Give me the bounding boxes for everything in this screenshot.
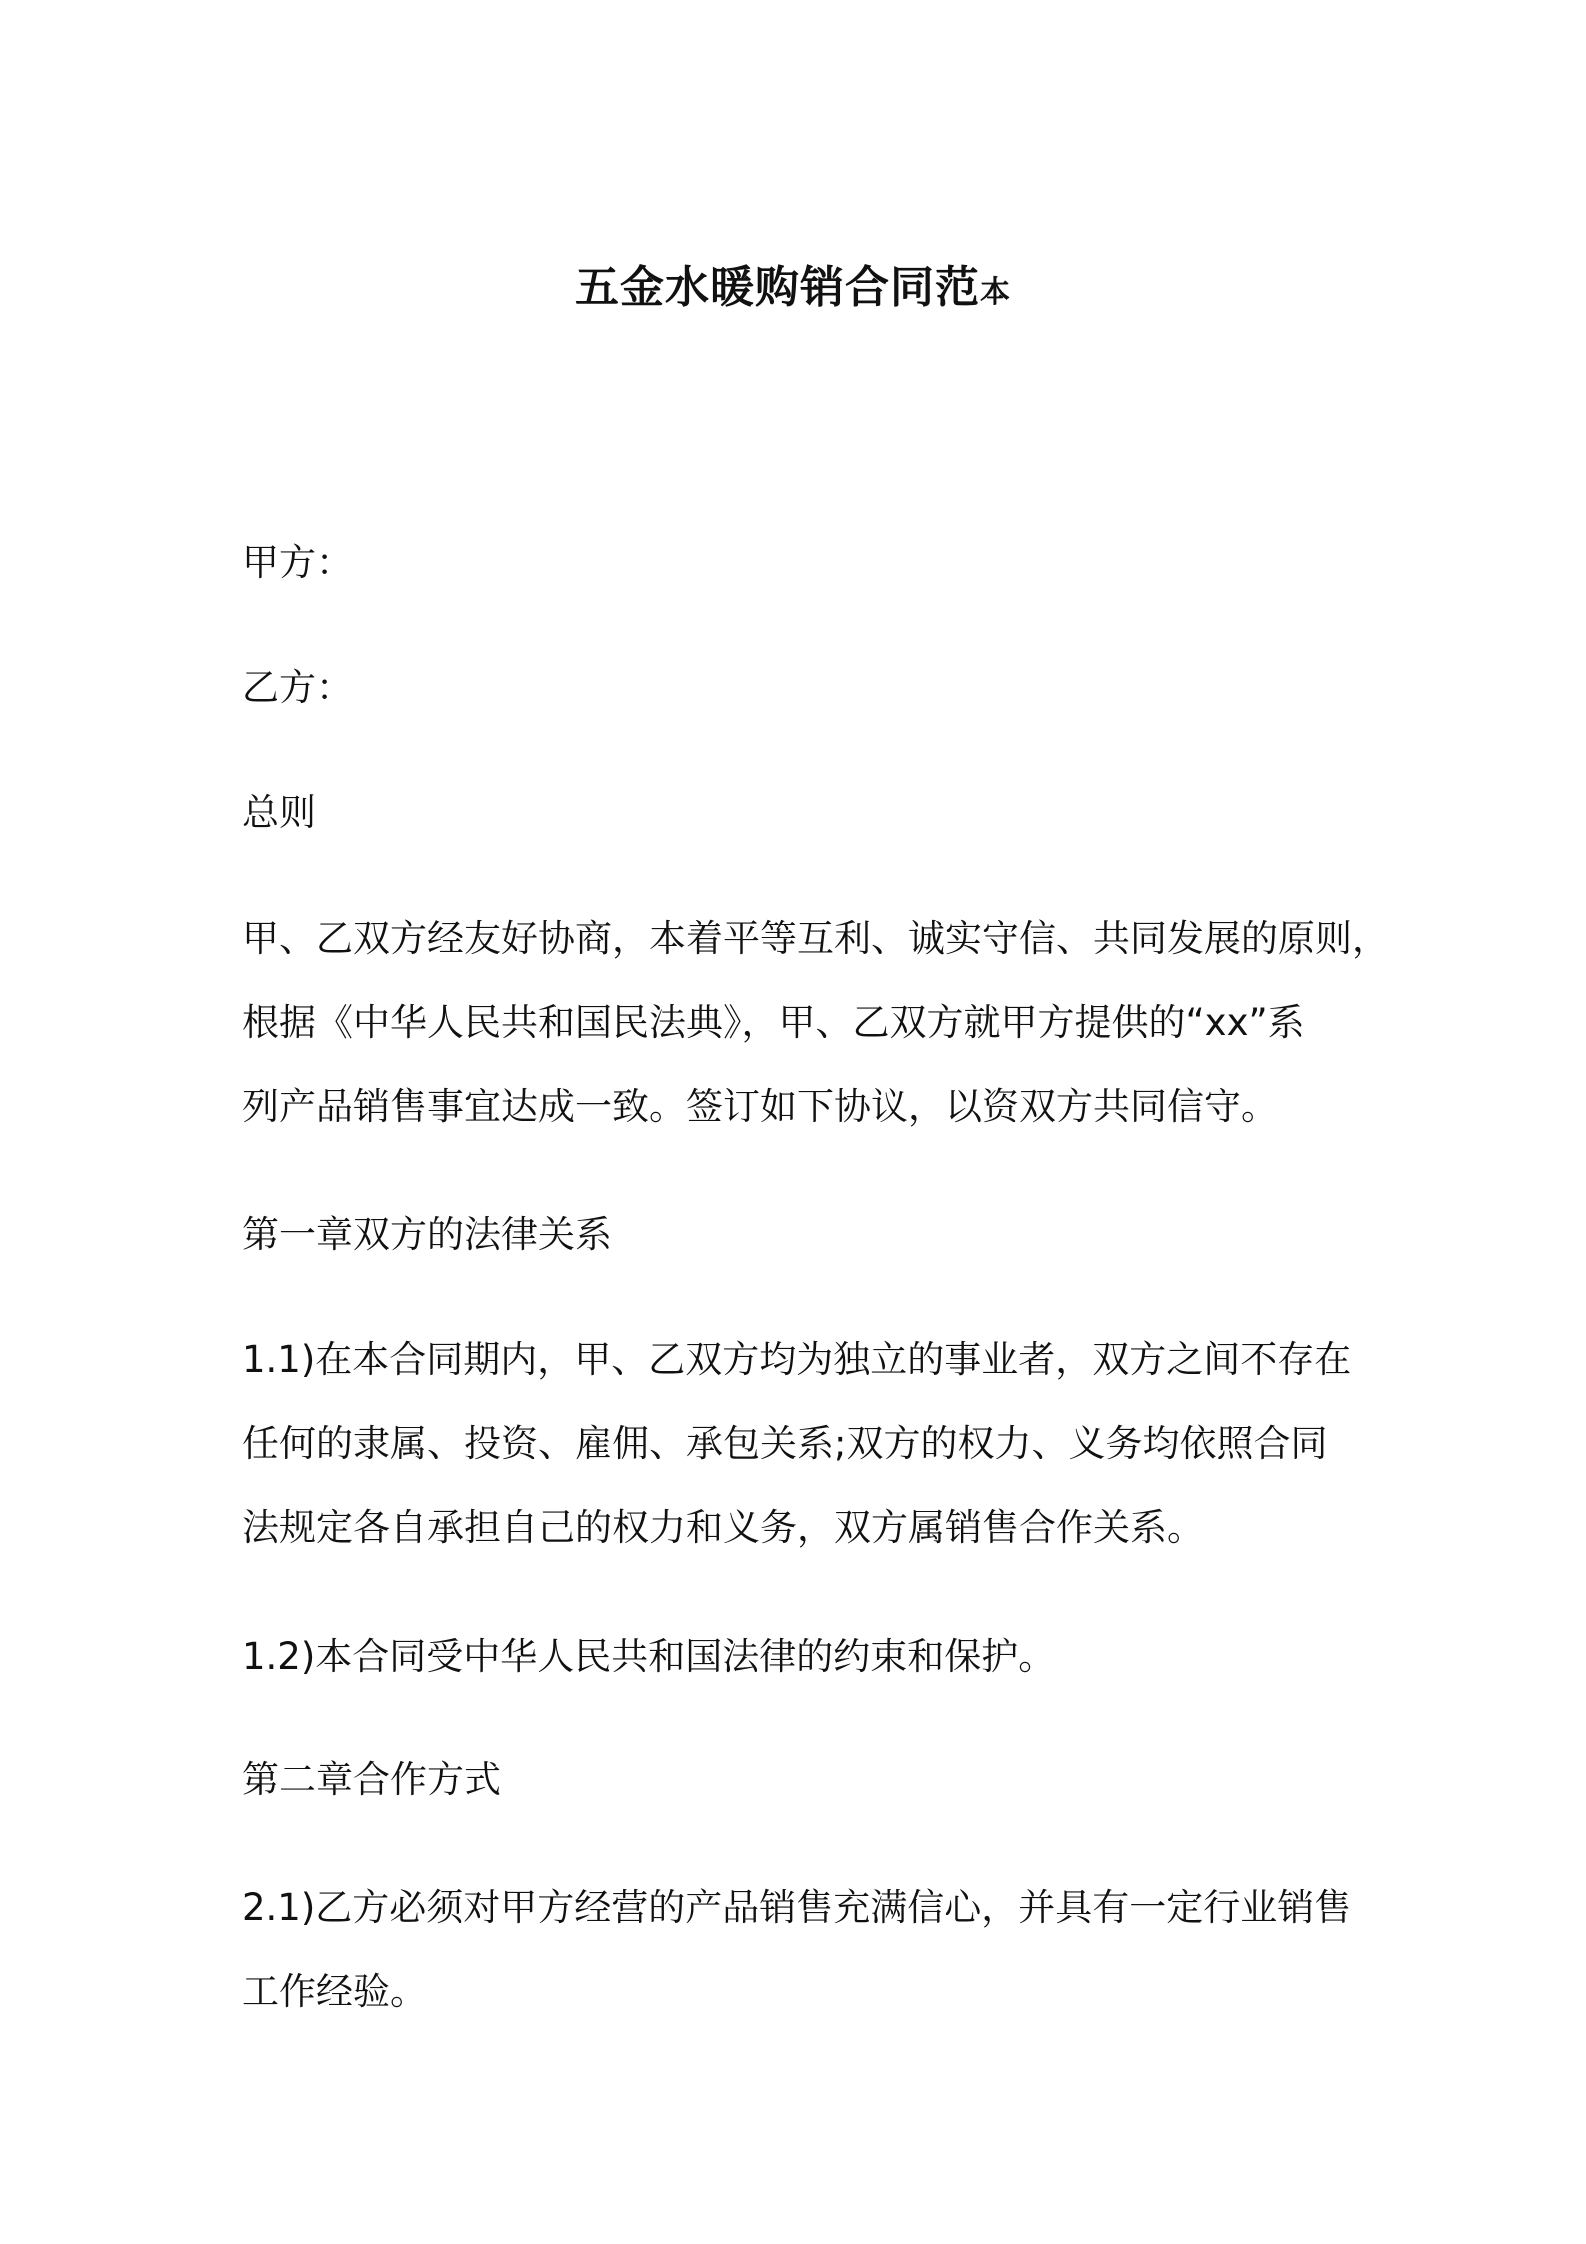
- clause-line: 任何的隶属、投资、雇佣、承包关系;双方的权力、义务均依照合同: [242, 1422, 1328, 1465]
- chapter-2-heading: 第二章合作方式: [242, 1758, 501, 1801]
- title-suffix: 本: [980, 275, 1011, 310]
- clause-1-2: 1.2)本合同受中华人民共和国法律的约束和保护。: [242, 1635, 1056, 1678]
- general-line: 根据《中华人民共和国民法典》，甲、乙双方就甲方提供的“xx”系: [242, 1001, 1305, 1044]
- clause-line: 2.1)乙方必须对甲方经营的产品销售充满信心，并具有一定行业销售: [242, 1886, 1352, 1929]
- clause-line: 法规定各自承担自己的权力和义务，双方属销售合作关系。: [242, 1506, 1204, 1549]
- clause-line: 工作经验。: [242, 1970, 427, 2013]
- party-b-label: 乙方：: [242, 666, 353, 709]
- party-a-label: 甲方：: [242, 541, 353, 584]
- clause-line: 1.1)在本合同期内，甲、乙双方均为独立的事业者，双方之间不存在: [242, 1338, 1352, 1381]
- clause-2-1: [242, 1866, 1362, 2034]
- general-line: 甲、乙双方经友好协商，本着平等互利、诚实守信、共同发展的原则，: [242, 917, 1389, 960]
- general-paragraph: [242, 897, 1389, 1149]
- clause-1-1: [242, 1318, 1362, 1570]
- general-line: 列产品销售事宜达成一致。签订如下协议，以资双方共同信守。: [242, 1085, 1278, 1128]
- general-heading: 总则: [242, 791, 316, 834]
- document-title: [0, 258, 1586, 323]
- chapter-1-heading: 第一章双方的法律关系: [242, 1213, 612, 1256]
- title-main: 五金水暖购销合同范: [575, 262, 980, 313]
